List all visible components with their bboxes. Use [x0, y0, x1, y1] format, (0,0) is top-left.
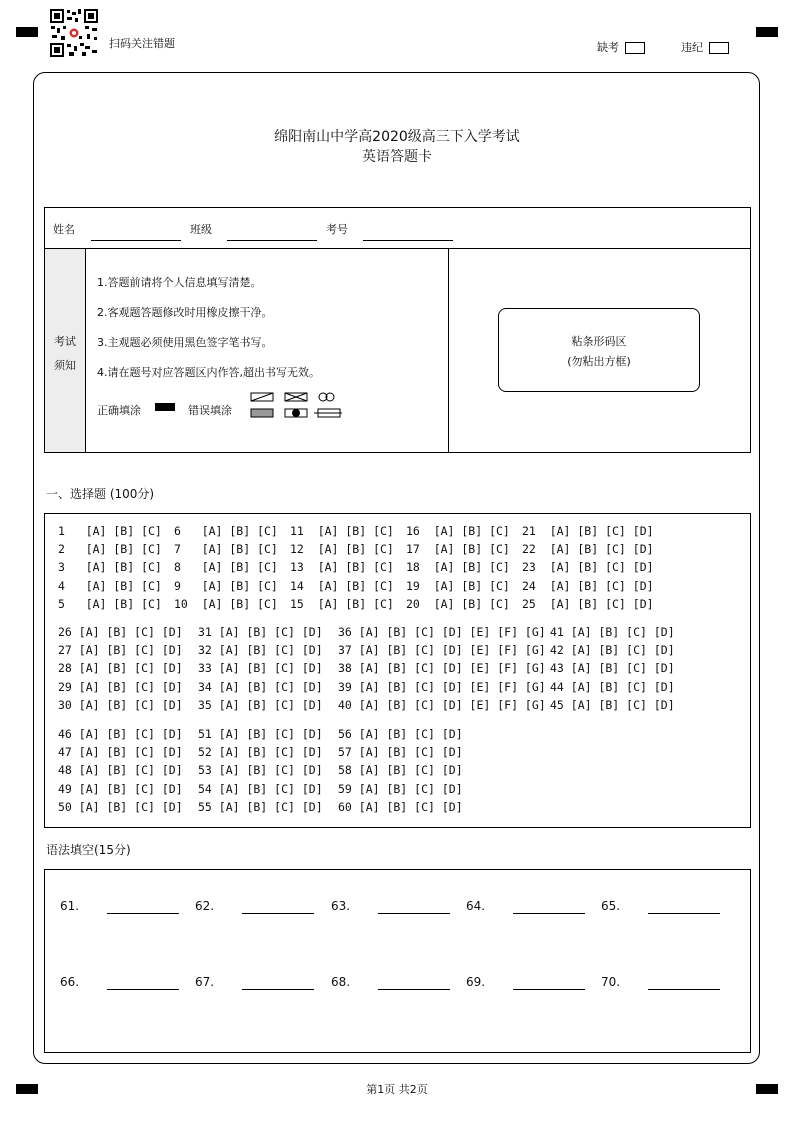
choice-question-row[interactable]: 55 [A] [B] [C] [D] — [198, 799, 323, 814]
qr-code-icon — [49, 8, 99, 58]
corner-mark-top-left — [16, 27, 38, 37]
choice-question-row[interactable]: 28 [A] [B] [C] [D] — [58, 661, 183, 676]
absent-label: 缺考 — [597, 41, 619, 54]
notice-side-line1: 考试 — [54, 335, 76, 348]
name-field[interactable] — [91, 240, 181, 241]
choice-question-row[interactable]: 12 [A] [B] [C] — [290, 542, 394, 557]
blank-number: 66. — [60, 975, 80, 989]
notice-item: 3.主观题必须使用黑色签字笔书写。 — [97, 336, 273, 349]
answer-blank-line[interactable] — [513, 913, 585, 914]
barcode-label: 粘条形码区 — [571, 335, 627, 348]
qr-label: 扫码关注错题 — [109, 37, 175, 50]
choice-question-row[interactable]: 46 [A] [B] [C] [D] — [58, 727, 183, 741]
blank-number: 70. — [601, 975, 621, 989]
choice-question-row[interactable]: 56 [A] [B] [C] [D] — [338, 727, 463, 741]
choice-question-row[interactable]: 58 [A] [B] [C] [D] — [338, 763, 463, 778]
answer-blank-line[interactable] — [107, 989, 179, 990]
choice-question-row[interactable]: 2 [A] [B] [C] — [58, 542, 162, 557]
blank-number: 69. — [466, 975, 486, 989]
student-fields-row — [45, 208, 750, 249]
section-grammar-title: 语法填空(15分) — [46, 843, 131, 857]
violation-checkbox[interactable] — [709, 42, 729, 54]
choice-question-row[interactable]: 52 [A] [B] [C] [D] — [198, 745, 323, 760]
answer-blank-line[interactable] — [378, 989, 450, 990]
info-divider — [448, 249, 449, 452]
choice-question-row[interactable]: 7 [A] [B] [C] — [174, 542, 278, 557]
blank-number: 63. — [331, 899, 351, 913]
answer-blank-line[interactable] — [648, 913, 720, 914]
answer-blank-line[interactable] — [378, 913, 450, 914]
choice-question-row[interactable]: 37 [A] [B] [C] [D] [E] [F] [G] — [338, 643, 546, 658]
corner-mark-top-right — [756, 27, 778, 37]
choice-question-row[interactable]: 41 [A] [B] [C] [D] — [550, 625, 675, 639]
answer-blank-line[interactable] — [513, 989, 585, 990]
answer-blank-line[interactable] — [242, 913, 314, 914]
blank-number: 68. — [331, 975, 351, 989]
wrong-fill-label: 错误填涂 — [188, 404, 232, 417]
correct-fill-sample — [155, 403, 175, 411]
answer-blank-line[interactable] — [242, 989, 314, 990]
choice-question-row[interactable]: 54 [A] [B] [C] [D] — [198, 781, 323, 796]
grammar-fill-box — [44, 869, 751, 1053]
notice-item: 1.答题前请将个人信息填写清楚。 — [97, 276, 262, 289]
choice-question-row[interactable]: 14 [A] [B] [C] — [290, 578, 394, 593]
blank-number: 65. — [601, 899, 621, 913]
exam-subtitle: 英语答题卡 — [362, 149, 432, 165]
choice-question-row[interactable]: 59 [A] [B] [C] [D] — [338, 781, 463, 796]
choice-question-row[interactable]: 27 [A] [B] [C] [D] — [58, 643, 183, 658]
violation-label: 违纪 — [681, 41, 703, 54]
choice-question-row[interactable]: 35 [A] [B] [C] [D] — [198, 697, 323, 712]
choice-question-row[interactable]: 43 [A] [B] [C] [D] — [550, 661, 675, 676]
choice-question-row[interactable]: 31 [A] [B] [C] [D] — [198, 625, 323, 639]
section-multiple-choice-title: 一、选择题 (100分) — [46, 487, 155, 501]
choice-question-row[interactable]: 17 [A] [B] [C] — [406, 542, 510, 557]
notice-side-label — [45, 249, 86, 452]
choice-question-row[interactable]: 4 [A] [B] [C] — [58, 578, 162, 593]
choice-question-row[interactable]: 20 [A] [B] [C] — [406, 596, 510, 611]
choice-question-row[interactable]: 48 [A] [B] [C] [D] — [58, 763, 183, 778]
name-label: 姓名 — [53, 223, 75, 236]
blank-number: 67. — [195, 975, 215, 989]
page-footer: 第1页 共2页 — [366, 1083, 428, 1096]
choice-question-row[interactable]: 45 [A] [B] [C] [D] — [550, 697, 675, 712]
choice-question-row[interactable]: 22 [A] [B] [C] [D] — [522, 542, 654, 557]
exam-no-field[interactable] — [363, 240, 453, 241]
choice-question-row[interactable]: 60 [A] [B] [C] [D] — [338, 799, 463, 814]
choice-question-row[interactable]: 40 [A] [B] [C] [D] [E] [F] [G] — [338, 697, 546, 712]
choice-question-row[interactable]: 33 [A] [B] [C] [D] — [198, 661, 323, 676]
blank-number: 64. — [466, 899, 486, 913]
choice-question-row[interactable]: 13 [A] [B] [C] — [290, 560, 394, 575]
choice-question-row[interactable]: 19 [A] [B] [C] — [406, 578, 510, 593]
choice-question-row[interactable]: 25 [A] [B] [C] [D] — [522, 596, 654, 611]
choice-question-row[interactable]: 1 [A] [B] [C] — [58, 524, 162, 538]
barcode-area — [498, 308, 700, 392]
choice-question-row[interactable]: 5 [A] [B] [C] — [58, 596, 162, 611]
wrong-fill-samples-icon — [250, 391, 345, 421]
choice-question-row[interactable]: 36 [A] [B] [C] [D] [E] [F] [G] — [338, 625, 546, 639]
notice-item: 4.请在题号对应答题区内作答,超出书写无效。 — [97, 366, 320, 379]
violation-field — [681, 39, 729, 55]
choice-question-row[interactable]: 53 [A] [B] [C] [D] — [198, 763, 323, 778]
choice-question-row[interactable]: 47 [A] [B] [C] [D] — [58, 745, 183, 760]
choice-question-row[interactable]: 50 [A] [B] [C] [D] — [58, 799, 183, 814]
correct-fill-label: 正确填涂 — [97, 404, 141, 417]
choice-question-row[interactable]: 16 [A] [B] [C] — [406, 524, 510, 538]
choice-question-row[interactable]: 18 [A] [B] [C] — [406, 560, 510, 575]
blank-number: 61. — [60, 899, 80, 913]
absent-checkbox[interactable] — [625, 42, 645, 54]
choice-question-row[interactable]: 23 [A] [B] [C] [D] — [522, 560, 654, 575]
barcode-hint: (勿粘出方框) — [567, 355, 631, 368]
class-label: 班级 — [190, 223, 212, 236]
blank-number: 62. — [195, 899, 215, 913]
exam-no-label: 考号 — [326, 223, 348, 236]
choice-question-row[interactable]: 57 [A] [B] [C] [D] — [338, 745, 463, 760]
class-field[interactable] — [227, 240, 317, 241]
choice-question-row[interactable]: 49 [A] [B] [C] [D] — [58, 781, 183, 796]
choice-question-row[interactable]: 42 [A] [B] [C] [D] — [550, 643, 675, 658]
choice-question-row[interactable]: 9 [A] [B] [C] — [174, 578, 278, 593]
choice-question-row[interactable]: 11 [A] [B] [C] — [290, 524, 394, 538]
exam-title: 绵阳南山中学高2020级高三下入学考试 — [274, 129, 520, 145]
choice-question-row[interactable]: 3 [A] [B] [C] — [58, 560, 162, 575]
choice-question-row[interactable]: 32 [A] [B] [C] [D] — [198, 643, 323, 658]
notice-side-line2: 须知 — [54, 359, 76, 372]
choice-question-row[interactable]: 39 [A] [B] [C] [D] [E] [F] [G] — [338, 679, 546, 694]
notice-item: 2.客观题答题修改时用橡皮擦干净。 — [97, 306, 273, 319]
answer-blank-line[interactable] — [648, 989, 720, 990]
student-info-box — [44, 207, 751, 453]
choice-question-row[interactable]: 21 [A] [B] [C] [D] — [522, 524, 654, 538]
answer-blank-line[interactable] — [107, 913, 179, 914]
choice-question-row[interactable]: 38 [A] [B] [C] [D] [E] [F] [G] — [338, 661, 546, 676]
choice-question-row[interactable]: 44 [A] [B] [C] [D] — [550, 679, 675, 694]
choice-question-row[interactable]: 6 [A] [B] [C] — [174, 524, 278, 538]
absent-field — [597, 39, 645, 55]
choice-question-row[interactable]: 51 [A] [B] [C] [D] — [198, 727, 323, 741]
choice-question-row[interactable]: 26 [A] [B] [C] [D] — [58, 625, 183, 639]
choice-question-row[interactable]: 29 [A] [B] [C] [D] — [58, 679, 183, 694]
choice-question-row[interactable]: 10 [A] [B] [C] — [174, 596, 278, 611]
choice-question-row[interactable]: 15 [A] [B] [C] — [290, 596, 394, 611]
multiple-choice-box — [44, 513, 751, 828]
choice-question-row[interactable]: 8 [A] [B] [C] — [174, 560, 278, 575]
choice-question-row[interactable]: 24 [A] [B] [C] [D] — [522, 578, 654, 593]
choice-question-row[interactable]: 30 [A] [B] [C] [D] — [58, 697, 183, 712]
choice-question-row[interactable]: 34 [A] [B] [C] [D] — [198, 679, 323, 694]
